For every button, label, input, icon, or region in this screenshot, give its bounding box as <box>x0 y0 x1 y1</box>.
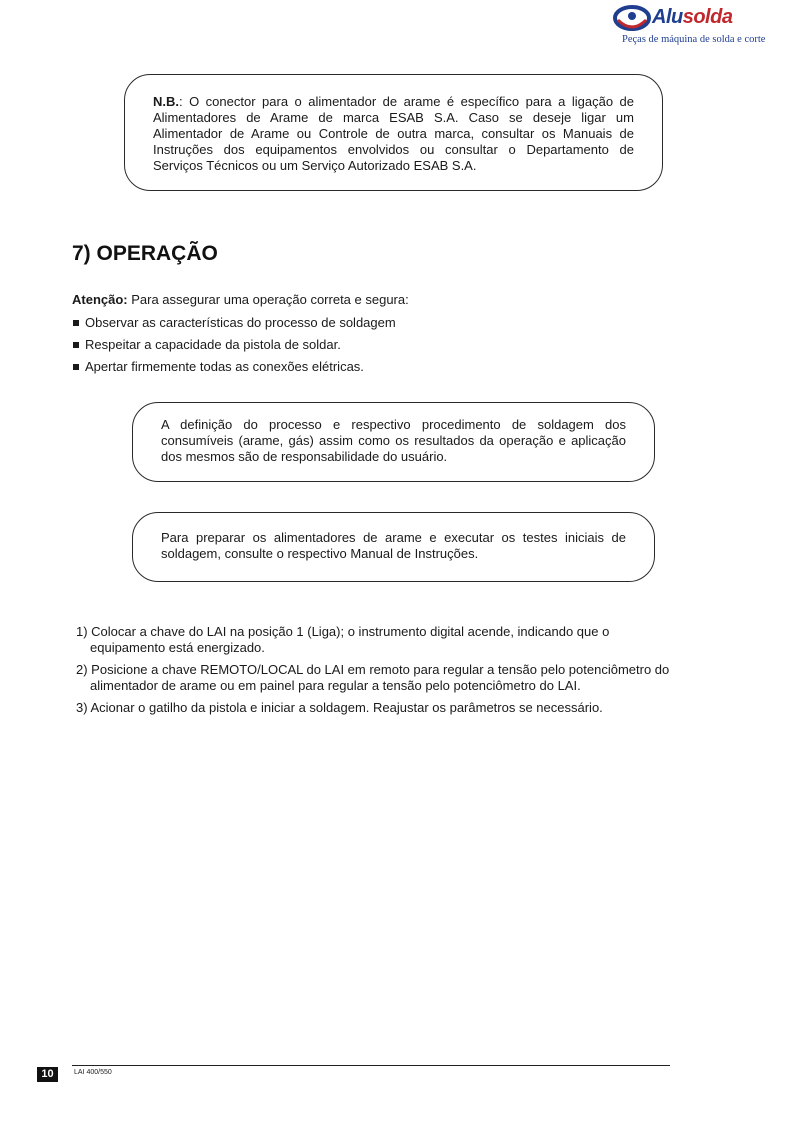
note-box <box>124 74 663 191</box>
square-bullet-icon <box>73 364 79 370</box>
page-number: 10 <box>37 1067 58 1082</box>
attention-line <box>72 292 409 307</box>
list-item: Apertar firmemente todas as conexões elétricas. <box>72 359 396 381</box>
alusolda-logo <box>612 4 766 48</box>
responsibility-note-box <box>132 402 655 482</box>
step-item: 3) Acionar o gatilho da pistola e iniciar a soldagem. Reajustar os parâmetros se necessário. <box>76 700 603 715</box>
logo-emblem-icon <box>612 4 652 36</box>
note-label: N.B. <box>153 94 179 109</box>
square-bullet-icon <box>73 320 79 326</box>
manual-note-text: Para preparar os alimentadores de arame e executar os testes iniciais de soldagem, consulte o respectivo Manual de Instruções. <box>161 530 626 561</box>
safety-bullet-list <box>72 315 396 381</box>
logo-wordmark: Alusolda <box>652 6 733 28</box>
list-item: Respeitar a capacidade da pistola de soldar. <box>72 337 396 359</box>
list-item: Observar as características do processo de soldagem <box>72 315 396 337</box>
note-text <box>153 94 634 158</box>
manual-note-box <box>132 512 655 582</box>
document-code: LAI 400/550 <box>74 1069 112 1076</box>
attention-label: Atenção: <box>72 292 128 307</box>
step-item: 1) Colocar a chave do LAI na posição 1 (Liga); o instrumento digital acende, indicando que o equipamento está energizado. <box>76 624 610 655</box>
responsibility-note-text: A definição do processo e respectivo procedimento de soldagem dos consumíveis (arame, gás) assim como os resultados da operação e aplicação dos mesmos são de responsabilidade do usuário. <box>161 417 626 464</box>
square-bullet-icon <box>73 342 79 348</box>
step-item: 2) Posicione a chave REMOTO/LOCAL do LAI em remoto para regular a tensão pelo potenciômetro do alimentador de arame ou em painel para regular a tensão pelo potenciômetro do LAI. <box>76 662 670 693</box>
note-body: : O conector para o alimentador de arame é específico para a ligação de Alimentadores de Arame de marca ESAB S.A. Caso se deseje ligar um Alimentador de Arame ou Controle de outra marca, consultar os Manuais de Instruções dos equipamentos envolvidos ou consultar o Departamento de <box>153 94 634 157</box>
note-last-line: Serviços Técnicos ou um Serviço Autorizado ESAB S.A. <box>153 158 477 173</box>
operation-steps <box>76 624 716 722</box>
attention-text: Para assegurar uma operação correta e segura: <box>127 292 409 307</box>
footer-divider <box>72 1065 670 1066</box>
section-title: 7) OPERAÇÃO <box>72 242 218 265</box>
logo-tagline: Peças de máquina de solda e corte <box>622 34 766 45</box>
